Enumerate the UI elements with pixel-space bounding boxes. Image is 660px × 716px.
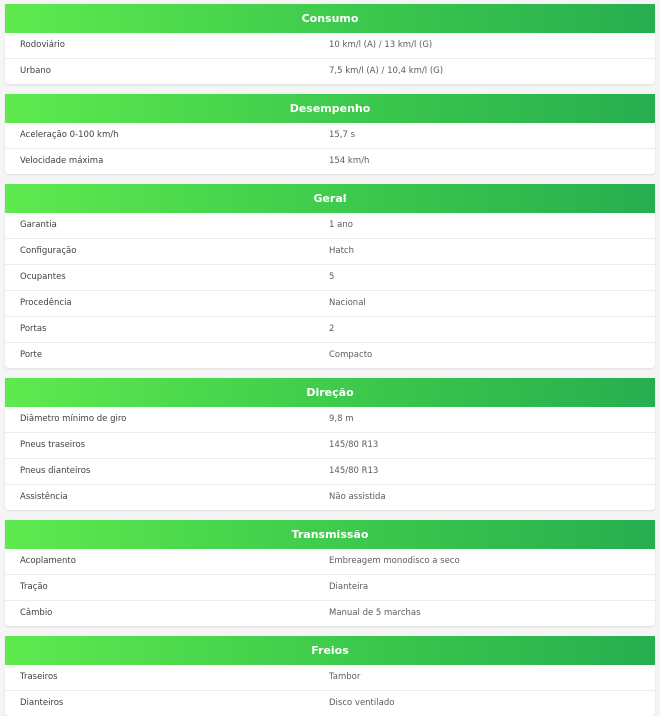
spec-label: Portas <box>20 324 47 334</box>
section-header-transmissao: Transmissão <box>5 520 655 549</box>
spec-row <box>5 148 655 174</box>
spec-label: Garantia <box>20 220 57 230</box>
spec-value: 9,8 m <box>329 414 354 424</box>
spec-label: Câmbio <box>20 608 53 618</box>
spec-label: Configuração <box>20 246 77 256</box>
spec-row <box>5 316 655 342</box>
section-direcao <box>5 378 655 510</box>
spec-value: Manual de 5 marchas <box>329 608 421 618</box>
spec-value: Disco ventilado <box>329 698 395 708</box>
section-desempenho <box>5 94 655 174</box>
spec-row <box>5 33 655 58</box>
spec-label: Porte <box>20 350 43 360</box>
spec-row <box>5 407 655 432</box>
spec-row <box>5 458 655 484</box>
spec-label: Diâmetro mínimo de giro <box>20 414 127 424</box>
spec-row <box>5 264 655 290</box>
spec-value: 145/80 R13 <box>329 440 379 450</box>
spec-label: Velocidade máxima <box>20 156 104 166</box>
spec-label: Urbano <box>20 66 51 76</box>
section-rows <box>5 33 655 84</box>
spec-value: Não assistida <box>329 492 386 502</box>
spec-value: Dianteira <box>329 582 369 592</box>
spec-label: Pneus dianteiros <box>20 466 91 476</box>
spec-row <box>5 238 655 264</box>
section-rows <box>5 213 655 368</box>
spec-row <box>5 58 655 84</box>
section-geral <box>5 184 655 368</box>
spec-value: Nacional <box>329 298 366 308</box>
section-rows <box>5 123 655 174</box>
spec-row <box>5 574 655 600</box>
spec-label: Procedência <box>20 298 72 308</box>
spec-value: 5 <box>329 272 335 282</box>
spec-value: Embreagem monodisco a seco <box>329 556 460 566</box>
section-transmissao <box>5 520 655 626</box>
spec-label: Pneus traseiros <box>20 440 86 450</box>
section-freios <box>5 636 655 716</box>
spec-value: 15,7 s <box>329 130 356 140</box>
spec-row <box>5 123 655 148</box>
section-header-direcao: Direção <box>5 378 655 407</box>
spec-row <box>5 342 655 368</box>
spec-label: Ocupantes <box>20 272 66 282</box>
spec-row <box>5 600 655 626</box>
spec-row <box>5 290 655 316</box>
section-rows <box>5 665 655 716</box>
section-header-consumo: Consumo <box>5 4 655 33</box>
section-header-desempenho: Desempenho <box>5 94 655 123</box>
spec-value: Hatch <box>329 246 354 256</box>
spec-value: 7,5 km/l (A) / 10,4 km/l (G) <box>329 66 444 76</box>
spec-value: 10 km/l (A) / 13 km/l (G) <box>329 40 433 50</box>
spec-row <box>5 213 655 238</box>
section-rows <box>5 407 655 510</box>
spec-value: 145/80 R13 <box>329 466 379 476</box>
section-header-geral: Geral <box>5 184 655 213</box>
spec-row <box>5 549 655 574</box>
section-header-freios: Freios <box>5 636 655 665</box>
spec-label: Tração <box>20 582 48 592</box>
spec-label: Aceleração 0-100 km/h <box>20 130 119 140</box>
spec-row <box>5 432 655 458</box>
section-rows <box>5 549 655 626</box>
spec-label: Acoplamento <box>20 556 76 566</box>
spec-value: 2 <box>329 324 335 334</box>
spec-value: 154 km/h <box>329 156 370 166</box>
spec-label: Rodoviário <box>20 40 65 50</box>
spec-row <box>5 484 655 510</box>
spec-value: Compacto <box>329 350 373 360</box>
spec-label: Assistência <box>20 492 68 502</box>
section-consumo <box>5 4 655 84</box>
spec-row <box>5 665 655 690</box>
spec-label: Traseiros <box>20 672 58 682</box>
spec-row <box>5 690 655 716</box>
spec-value: Tambor <box>329 672 361 682</box>
spec-value: 1 ano <box>329 220 353 230</box>
spec-label: Dianteiros <box>20 698 64 708</box>
